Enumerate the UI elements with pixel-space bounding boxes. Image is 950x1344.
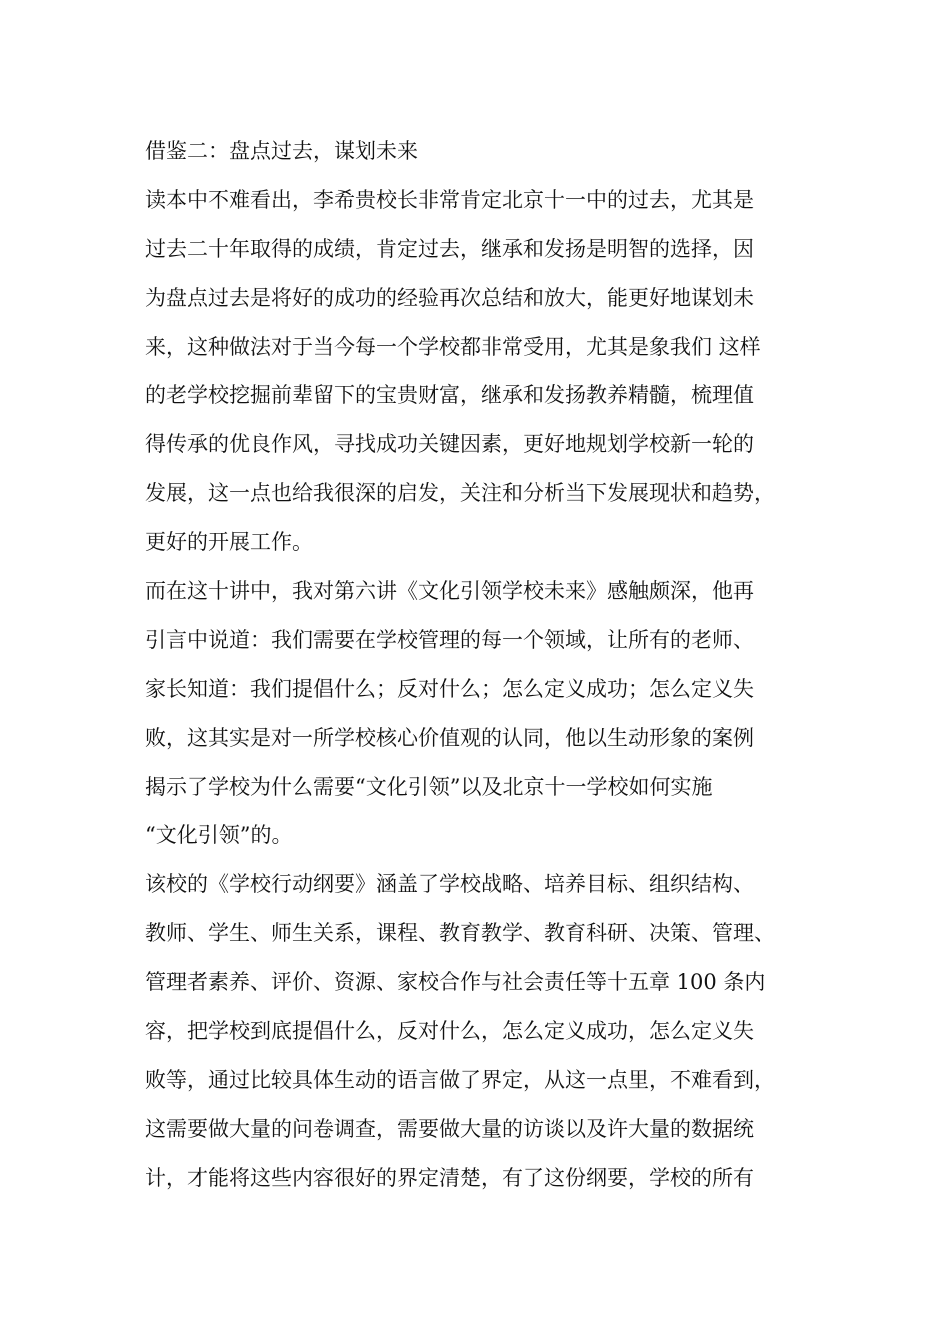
paragraph-line: 过去二十年取得的成绩，肯定过去，继承和发扬是明智的选择，因 [145,236,754,261]
paragraph-line: 揭示了学校为什么需要“文化引领”以及北京十一学校如何实施 [145,774,713,799]
paragraph-line: 败等，通过比较具体生动的语言做了界定，从这一点里，不难看到， [145,1067,775,1092]
paragraph-line: 为盘点过去是将好的成功的经验再次总结和放大，能更好地谋划未 [145,285,754,310]
paragraph-line: 来，这种做法对于当今每一个学校都非常受用，尤其是象我们 这样 [145,334,761,359]
paragraph-line: 计，才能将这些内容很好的界定清楚，有了这份纲要，学校的所有 [145,1165,754,1190]
paragraph-line: 得传承的优良作风，寻找成功关键因素，更好地规划学校新一轮的 [145,432,754,457]
paragraph-line: 教师、学生、师生关系，课程、教育教学、教育科研、决策、管理、 [145,921,775,946]
paragraph-line: “文化引领”的。 [145,823,293,848]
paragraph-line: 败，这其实是对一所学校核心价值观的认同，他以生动形象的案例 [145,725,754,750]
document-body [145,127,835,1203]
paragraph-line: 发展，这一点也给我很深的启发，关注和分析当下发展现状和趋势， [145,481,775,506]
paragraph-line: 管理者素养、评价、资源、家校合作与社会责任等十五章 100 条内 [145,970,766,995]
paragraph-line: 家长知道：我们提倡什么；反对什么；怎么定义成功；怎么定义失 [145,676,754,701]
paragraph-line: 这需要做大量的问卷调查，需要做大量的访谈以及许大量的数据统 [145,1116,754,1141]
paragraph-line: 更好的开展工作。 [145,530,313,555]
section-heading: 借鉴二：盘点过去，谋划未来 [145,139,418,163]
paragraph-line: 该校的《学校行动纲要》涵盖了学校战略、培养目标、组织结构、 [145,872,754,897]
paragraph-line: 的老学校挖掘前辈留下的宝贵财富，继承和发扬教养精髓，梳理值 [145,383,754,408]
paragraph-line: 引言中说道：我们需要在学校管理的每一个领域，让所有的老师、 [145,627,754,652]
paragraph-line: 而在这十讲中，我对第六讲《文化引领学校未来》感触颇深，他再 [145,579,754,604]
paragraph-line: 容，把学校到底提倡什么，反对什么，怎么定义成功，怎么定义失 [145,1019,754,1044]
paragraph-line: 读本中不难看出，李希贵校长非常肯定北京十一中的过去，尤其是 [145,187,754,212]
